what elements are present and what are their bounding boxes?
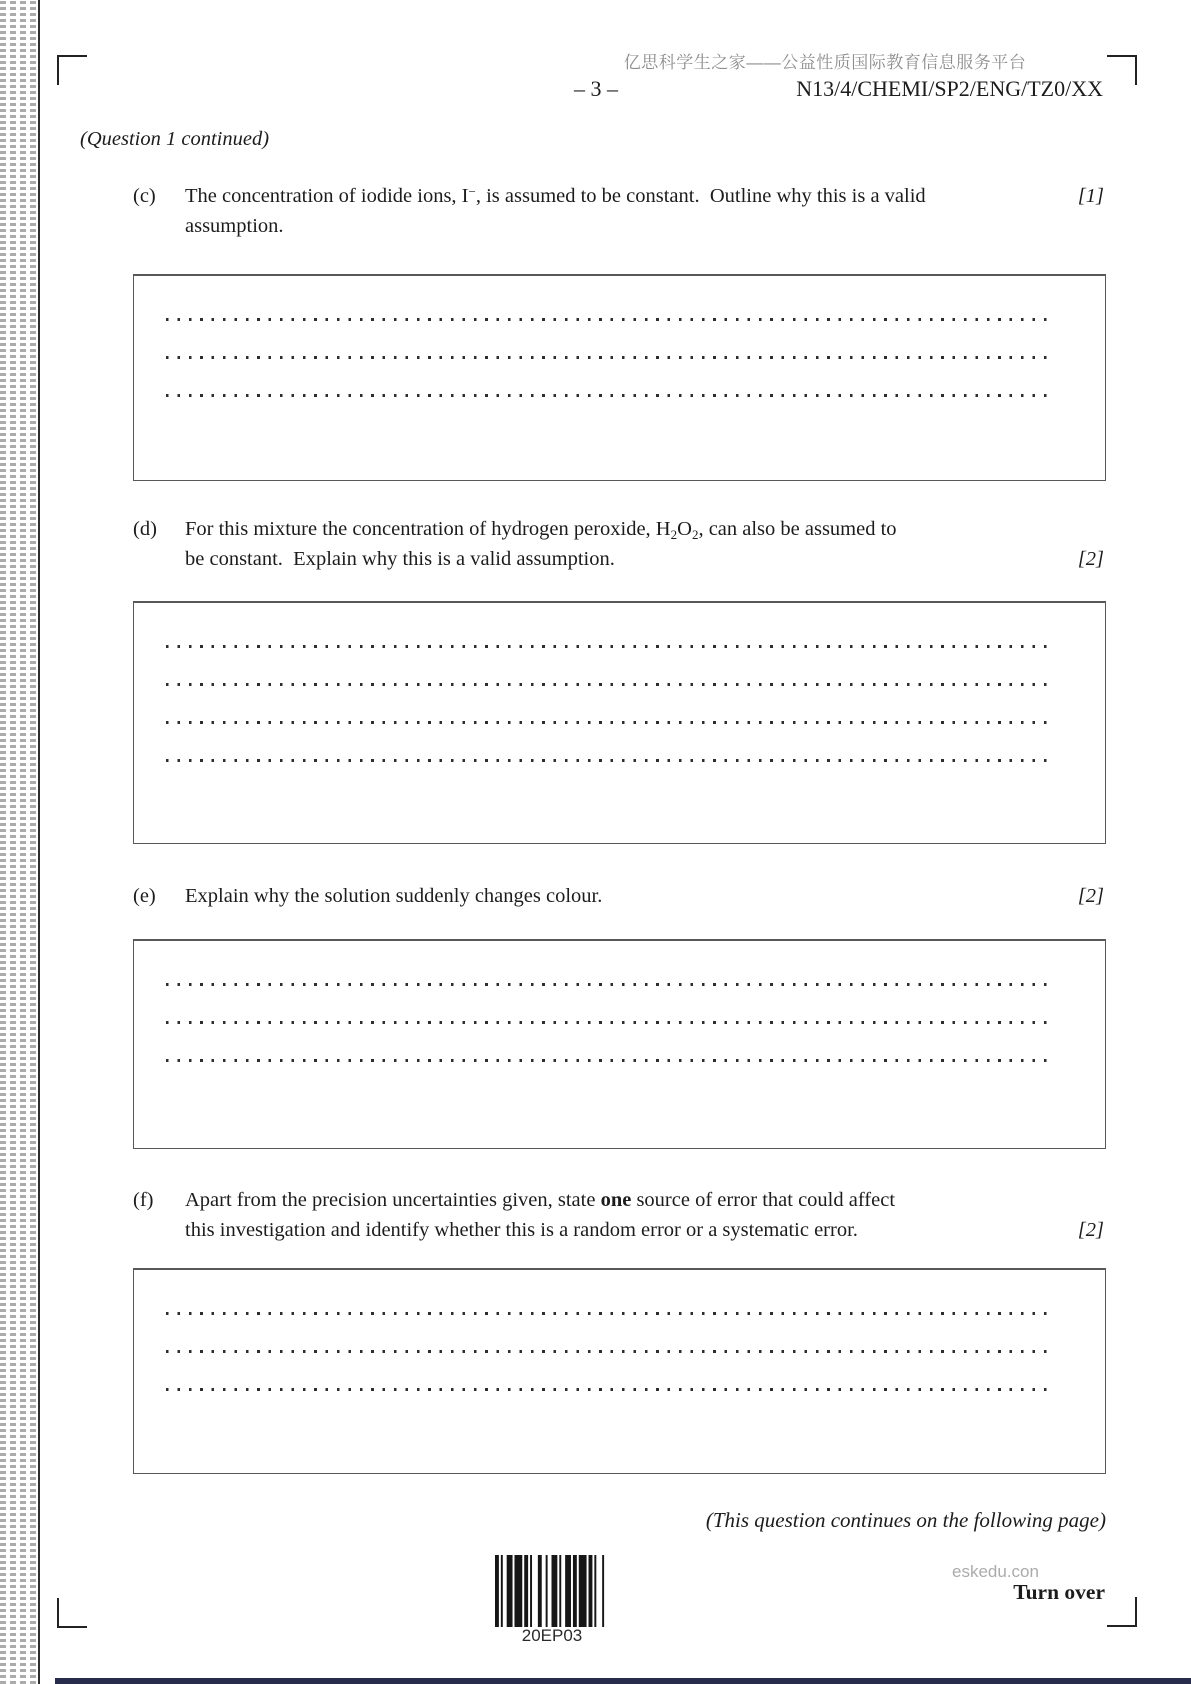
paper-code: N13/4/CHEMI/SP2/ENG/TZ0/XX [796,76,1103,101]
question-continued-note: (Question 1 continued) [80,128,270,150]
part-label-c: (c) [133,185,156,207]
question-f-line1-pre: Apart from the precision uncertainties given, state [185,1189,601,1211]
continues-note: (This question continues on the following page) [705,1508,1106,1532]
question-f-bold-one: one [600,1189,632,1211]
marks-f: [2] [1077,1219,1104,1241]
marks-d: [2] [1077,548,1104,570]
question-e-text [185,881,1106,911]
question-part-d [133,514,1106,574]
question-d-line1-post: , can also be assumed to [698,518,897,540]
page-bottom-edge [55,1678,1191,1684]
answer-dotted-line [166,683,1048,686]
answer-dotted-line [166,1059,1048,1062]
answer-dotted-line [166,394,1048,397]
answer-dotted-line [166,318,1048,321]
answer-dotted-line [166,1350,1048,1353]
question-f-text [185,1185,1106,1245]
page-number: – 3 – [574,76,618,101]
answer-dotted-line [166,1312,1048,1315]
answer-box-d [133,601,1106,844]
question-d-line1-pre: For this mixture the concentration of hydrogen peroxide, H [185,518,671,540]
question-c-text [185,181,1106,241]
part-label-e: (e) [133,885,156,907]
question-d-line2: be constant. Explain why this is a valid assumption. [185,548,615,570]
site-watermark: eskedu.con [952,1562,1039,1581]
answer-dotted-line [166,356,1048,359]
question-f-line1-post: source of error that could affect [631,1189,896,1211]
question-c-line2: assumption. [185,215,284,237]
subscript-2: 2 [691,527,699,542]
answer-dotted-line [166,1388,1048,1391]
crop-mark-bottom-right [1107,1597,1137,1627]
superscript-minus: − [468,184,476,199]
answer-box-e [133,939,1106,1149]
answer-dotted-line [166,721,1048,724]
answer-dotted-line [166,759,1048,762]
question-d-line1 [185,514,1106,544]
part-label-f: (f) [133,1189,154,1211]
page-edge-texture [0,0,40,1684]
question-f-line2: this investigation and identify whether this is a random error or a systematic error. [185,1219,858,1241]
answer-box-c [133,274,1106,481]
question-e-line1: Explain why the solution suddenly changes colour. [185,885,603,907]
marks-c: [1] [1077,185,1104,207]
question-c-line1-post: , is assumed to be constant. Outline why this is a valid [475,185,926,207]
turn-over-label: Turn over [1013,1580,1105,1604]
question-part-e [133,881,1106,911]
answer-dotted-line [166,983,1048,986]
question-part-c [133,181,1106,241]
part-label-d: (d) [133,518,157,540]
answer-box-f [133,1268,1106,1474]
question-part-f [133,1185,1106,1245]
answer-dotted-line [166,645,1048,648]
barcode-image [495,1555,608,1627]
marks-e: [2] [1077,885,1104,907]
answer-dotted-line [166,1021,1048,1024]
crop-mark-bottom-left [57,1598,87,1628]
subscript-2: 2 [670,527,678,542]
question-c-line1-pre: The concentration of iodide ions, I [185,185,469,207]
question-f-line1 [185,1185,1106,1215]
barcode-label: 20EP03 [521,1626,583,1645]
question-d-line1-mid: O [677,518,692,540]
platform-banner: 亿思科学生之家——公益性质国际教育信息服务平台 [623,53,1027,72]
question-d-text [185,514,1106,574]
question-c-line1 [185,181,1106,211]
